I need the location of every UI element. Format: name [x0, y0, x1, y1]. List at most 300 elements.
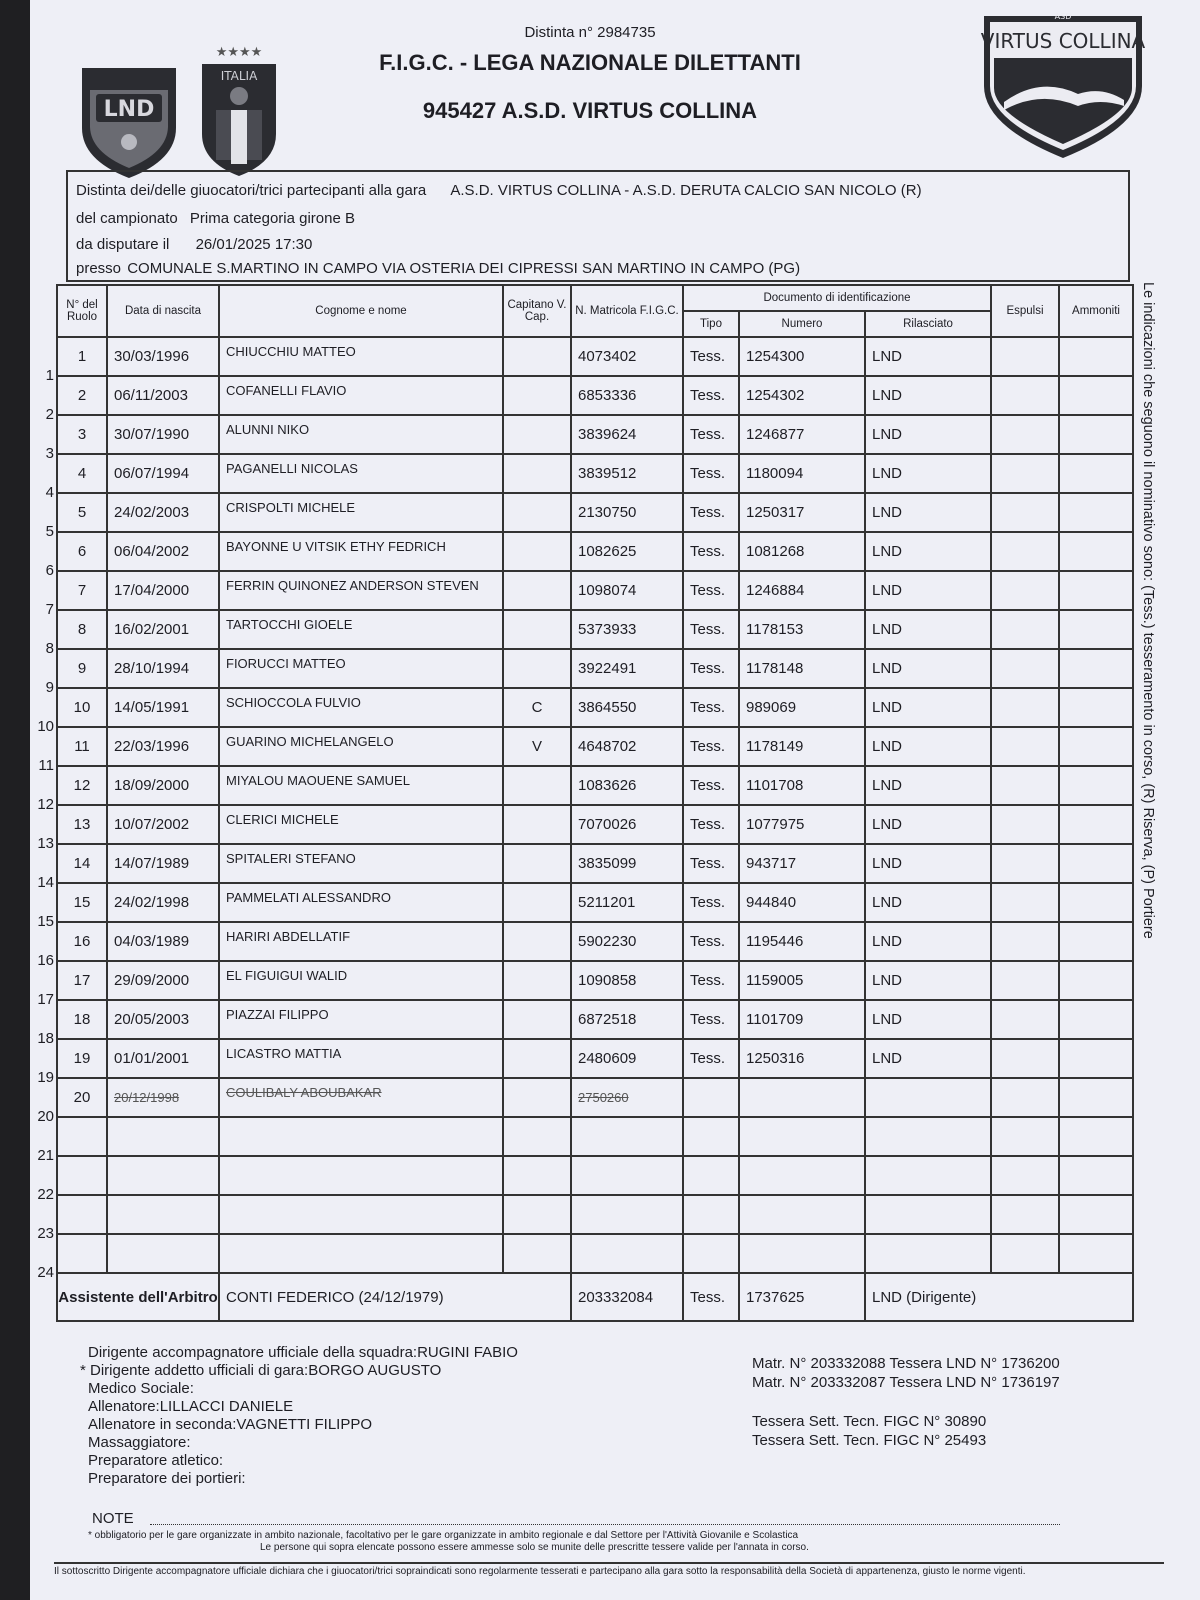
cell-rilasciato: LND — [865, 1000, 991, 1039]
cell-numero: 1101709 — [739, 1000, 865, 1039]
cell-rilasciato — [865, 1156, 991, 1195]
cell-espulsi — [991, 1234, 1059, 1273]
cell-captain — [503, 1234, 571, 1273]
row-number: 4 — [45, 484, 54, 501]
row-number: 16 — [37, 952, 54, 969]
cell-ruolo: 13 — [57, 805, 107, 844]
players-label: Distinta dei/delle giuocatori/trici partecipanti alla gara — [76, 182, 427, 199]
cell-birth: 29/09/2000 — [107, 961, 219, 1000]
cell-captain — [503, 376, 571, 415]
cell-rilasciato: LND — [865, 337, 991, 376]
cell-ruolo: 18 — [57, 1000, 107, 1039]
row-number: 11 — [38, 757, 54, 774]
col-tipo: Tipo — [683, 311, 739, 337]
cell-matricola: 3839624 — [571, 415, 683, 454]
cell-captain — [503, 1000, 571, 1039]
cell-numero — [739, 1234, 865, 1273]
table-row — [57, 1156, 1133, 1195]
cell-ammoniti — [1059, 688, 1133, 727]
row-number: 13 — [37, 835, 54, 852]
club-title: 945427 A.S.D. VIRTUS COLLINA — [422, 98, 758, 123]
cell-matricola: 3922491 — [571, 649, 683, 688]
col-documento: Documento di identificazione — [683, 285, 991, 311]
cell-birth — [107, 1117, 219, 1156]
cell-matricola: 1098074 — [571, 571, 683, 610]
cell-matricola: 6853336 — [571, 376, 683, 415]
staff-allenatore-seconda: Allenatore in seconda:VAGNETTI FILIPPO — [88, 1416, 373, 1433]
cell-rilasciato: LND — [865, 766, 991, 805]
side-note — [1140, 282, 1160, 1022]
table-row — [57, 1078, 1133, 1117]
row-number: 24 — [37, 1264, 54, 1281]
cell-espulsi — [991, 1078, 1059, 1117]
cell-ruolo: 2 — [57, 376, 107, 415]
cell-espulsi — [991, 649, 1059, 688]
cell-name: MIYALOU MAOUENE SAMUEL — [219, 766, 503, 805]
table-row — [57, 727, 1133, 766]
cell-ruolo: 17 — [57, 961, 107, 1000]
cell-numero: 1246877 — [739, 415, 865, 454]
assistant-rilasciato: LND (Dirigente) — [865, 1273, 1133, 1321]
club-logo-small-text: ASD — [1054, 12, 1072, 21]
cell-ammoniti — [1059, 376, 1133, 415]
table-row — [57, 883, 1133, 922]
cell-tipo: Tess. — [683, 766, 739, 805]
cell-birth: 01/01/2001 — [107, 1039, 219, 1078]
cell-numero: 1178148 — [739, 649, 865, 688]
table-row — [57, 610, 1133, 649]
footnote-dichiarazione: Il sottoscritto Dirigente accompagnatore ufficiale dichiara che i giuocatori/trici sopraindicati sono regolarmente tesserati e partecipano alla gara sotto la responsabilità della Società di appartenenza, giusto le norme vigenti. — [54, 1562, 1164, 1578]
cell-name: CRISPOLTI MICHELE — [219, 493, 503, 532]
cell-birth — [107, 1195, 219, 1234]
cell-rilasciato — [865, 1117, 991, 1156]
table-row — [57, 961, 1133, 1000]
cell-birth: 14/07/1989 — [107, 844, 219, 883]
cell-espulsi — [991, 376, 1059, 415]
cell-rilasciato: LND — [865, 454, 991, 493]
cell-espulsi — [991, 1039, 1059, 1078]
cell-rilasciato: LND — [865, 883, 991, 922]
cell-captain — [503, 1039, 571, 1078]
row-number: 6 — [45, 562, 54, 579]
cell-ruolo: 16 — [57, 922, 107, 961]
tessera-line: Tessera Sett. Tecn. FIGC N° 25493 — [752, 1432, 987, 1449]
cell-matricola: 7070026 — [571, 805, 683, 844]
cell-name: FERRIN QUINONEZ ANDERSON STEVEN — [219, 571, 503, 610]
cell-birth: 17/04/2000 — [107, 571, 219, 610]
venue-label: presso — [76, 260, 122, 277]
cell-captain — [503, 532, 571, 571]
cell-tipo — [683, 1156, 739, 1195]
match-info-box — [66, 170, 1130, 282]
cell-ruolo: 9 — [57, 649, 107, 688]
cell-espulsi — [991, 337, 1059, 376]
cell-name: COULIBALY ABOUBAKAR — [219, 1078, 503, 1117]
cell-birth: 20/05/2003 — [107, 1000, 219, 1039]
cell-ruolo — [57, 1156, 107, 1195]
cell-name: ALUNNI NIKO — [219, 415, 503, 454]
cell-espulsi — [991, 1117, 1059, 1156]
cell-ammoniti — [1059, 1000, 1133, 1039]
championship-value: Prima categoria girone B — [189, 210, 355, 227]
assistant-row — [57, 1273, 1133, 1321]
cell-captain — [503, 649, 571, 688]
cell-captain — [503, 766, 571, 805]
cell-captain — [503, 415, 571, 454]
cell-espulsi — [991, 415, 1059, 454]
matricola-line: Matr. N° 203332087 Tessera LND N° 1736197 — [752, 1374, 1060, 1391]
footnote-persone: Le persone qui sopra elencate possono essere ammesse solo se munite delle prescritte tessere valide per l'annata in corso. — [260, 1542, 809, 1553]
cell-captain — [503, 961, 571, 1000]
cell-name — [219, 1156, 503, 1195]
cell-name — [219, 1234, 503, 1273]
cell-tipo: Tess. — [683, 610, 739, 649]
row-number: 1 — [45, 367, 54, 384]
cell-tipo — [683, 1078, 739, 1117]
cell-birth: 30/07/1990 — [107, 415, 219, 454]
cell-name: BAYONNE U VITSIK ETHY FEDRICH — [219, 532, 503, 571]
side-note-text: Le indicazioni che seguono il nominativo sono: (Tess.) tesseramento in corso, (R) Riserva, (P) Portiere — [1140, 282, 1156, 939]
cell-captain — [503, 454, 571, 493]
table-row — [57, 571, 1133, 610]
cell-birth: 16/02/2001 — [107, 610, 219, 649]
cell-birth: 06/07/1994 — [107, 454, 219, 493]
cell-numero: 1081268 — [739, 532, 865, 571]
table-row — [57, 376, 1133, 415]
cell-espulsi — [991, 493, 1059, 532]
cell-name: PIAZZAI FILIPPO — [219, 1000, 503, 1039]
cell-espulsi — [991, 688, 1059, 727]
cell-captain — [503, 337, 571, 376]
row-number: 3 — [45, 445, 54, 462]
cell-numero: 943717 — [739, 844, 865, 883]
cell-ammoniti — [1059, 727, 1133, 766]
cell-tipo: Tess. — [683, 1000, 739, 1039]
row-number: 12 — [37, 796, 54, 813]
cell-numero: 1254302 — [739, 376, 865, 415]
cell-ammoniti — [1059, 454, 1133, 493]
col-ammoniti: Ammoniti — [1059, 285, 1133, 337]
cell-name: SPITALERI STEFANO — [219, 844, 503, 883]
tessere-list — [752, 1412, 986, 1450]
cell-rilasciato: LND — [865, 688, 991, 727]
cell-tipo: Tess. — [683, 415, 739, 454]
virtus-collina-logo — [980, 6, 1146, 160]
row-number: 20 — [37, 1108, 54, 1125]
row-number: 22 — [37, 1186, 54, 1203]
row-number: 21 — [37, 1147, 54, 1164]
cell-captain — [503, 1195, 571, 1234]
cell-tipo: Tess. — [683, 805, 739, 844]
cell-espulsi — [991, 532, 1059, 571]
org-title: F.I.G.C. - LEGA NAZIONALE DILETTANTI — [379, 50, 801, 75]
cell-ruolo — [57, 1234, 107, 1273]
lnd-logo-text: LND — [103, 97, 155, 122]
staff-allenatore: Allenatore:LILLACCI DANIELE — [88, 1398, 294, 1415]
row-number: 7 — [45, 601, 54, 618]
cell-ammoniti — [1059, 766, 1133, 805]
table-row — [57, 1000, 1133, 1039]
cell-name — [219, 1117, 503, 1156]
cell-espulsi — [991, 454, 1059, 493]
cell-matricola: 1082625 — [571, 532, 683, 571]
cell-ruolo: 7 — [57, 571, 107, 610]
date-row — [76, 236, 312, 253]
table-row — [57, 493, 1133, 532]
cell-matricola: 3864550 — [571, 688, 683, 727]
footnote-obbligatorio: * obbligatorio per le gare organizzate in ambito nazionale, facoltativo per le gare organizzate in ambito regionale e dal Settore per l'Attività Giovanile e Scolastica — [88, 1530, 799, 1541]
cell-ammoniti — [1059, 1039, 1133, 1078]
staff-massaggiatore: Massaggiatore: — [88, 1434, 191, 1451]
cell-tipo: Tess. — [683, 844, 739, 883]
col-matricola: N. Matricola F.I.G.C. — [571, 285, 683, 337]
table-row — [57, 454, 1133, 493]
row-number: 5 — [45, 523, 54, 540]
cell-espulsi — [991, 1156, 1059, 1195]
italia-logo-text: ITALIA — [220, 69, 258, 83]
table-row — [57, 805, 1133, 844]
note-label: NOTE — [92, 1510, 134, 1527]
cell-matricola: 5211201 — [571, 883, 683, 922]
cell-numero: 1246884 — [739, 571, 865, 610]
cell-ruolo: 12 — [57, 766, 107, 805]
cell-name: HARIRI ABDELLATIF — [219, 922, 503, 961]
cell-name: TARTOCCHI GIOELE — [219, 610, 503, 649]
cell-rilasciato: LND — [865, 649, 991, 688]
cell-ruolo: 10 — [57, 688, 107, 727]
date-value: 26/01/2025 17:30 — [195, 236, 313, 253]
cell-name: SCHIOCCOLA FULVIO — [219, 688, 503, 727]
cell-numero — [739, 1078, 865, 1117]
cell-captain — [503, 571, 571, 610]
cell-captain — [503, 883, 571, 922]
cell-ammoniti — [1059, 961, 1133, 1000]
cell-tipo: Tess. — [683, 454, 739, 493]
cell-rilasciato: LND — [865, 961, 991, 1000]
cell-ammoniti — [1059, 610, 1133, 649]
cell-ammoniti — [1059, 532, 1133, 571]
col-birth: Data di nascita — [107, 285, 219, 337]
cell-rilasciato — [865, 1195, 991, 1234]
cell-ammoniti — [1059, 1117, 1133, 1156]
cell-rilasciato: LND — [865, 376, 991, 415]
col-captain: Capitano V. Cap. — [503, 285, 571, 337]
cell-numero: 1159005 — [739, 961, 865, 1000]
cell-rilasciato: LND — [865, 610, 991, 649]
cell-tipo: Tess. — [683, 922, 739, 961]
cell-ammoniti — [1059, 337, 1133, 376]
cell-birth: 06/11/2003 — [107, 376, 219, 415]
cell-name: COFANELLI FLAVIO — [219, 376, 503, 415]
table-row — [57, 532, 1133, 571]
venue-value: COMUNALE S.MARTINO IN CAMPO VIA OSTERIA DEI CIPRESSI SAN MARTINO IN CAMPO (PG) — [127, 260, 801, 277]
cell-name: FIORUCCI MATTEO — [219, 649, 503, 688]
cell-name: PAMMELATI ALESSANDRO — [219, 883, 503, 922]
cell-ruolo: 15 — [57, 883, 107, 922]
cell-rilasciato: LND — [865, 415, 991, 454]
italia-logo — [196, 42, 282, 178]
cell-tipo: Tess. — [683, 376, 739, 415]
cell-tipo: Tess. — [683, 493, 739, 532]
cell-numero: 944840 — [739, 883, 865, 922]
cell-ruolo: 11 — [57, 727, 107, 766]
table-row — [57, 1234, 1133, 1273]
cell-matricola — [571, 1156, 683, 1195]
cell-tipo: Tess. — [683, 649, 739, 688]
assistant-tipo: Tess. — [683, 1273, 739, 1321]
staff-list — [80, 1344, 518, 1488]
col-rilasciato: Rilasciato — [865, 311, 991, 337]
venue-row — [76, 260, 800, 277]
cell-tipo: Tess. — [683, 1039, 739, 1078]
cell-ruolo: 3 — [57, 415, 107, 454]
cell-espulsi — [991, 571, 1059, 610]
cell-rilasciato — [865, 1078, 991, 1117]
cell-rilasciato: LND — [865, 571, 991, 610]
cell-espulsi — [991, 766, 1059, 805]
cell-numero: 1195446 — [739, 922, 865, 961]
table-row — [57, 415, 1133, 454]
cell-captain: C — [503, 688, 571, 727]
cell-ruolo: 5 — [57, 493, 107, 532]
cell-birth — [107, 1234, 219, 1273]
cell-captain — [503, 1117, 571, 1156]
cell-ruolo: 14 — [57, 844, 107, 883]
cell-name: LICASTRO MATTIA — [219, 1039, 503, 1078]
staff-preparatore-portieri: Preparatore dei portieri: — [88, 1470, 246, 1487]
cell-ruolo: 19 — [57, 1039, 107, 1078]
cell-tipo — [683, 1234, 739, 1273]
cell-ammoniti — [1059, 1234, 1133, 1273]
cell-birth: 10/07/2002 — [107, 805, 219, 844]
row-number: 14 — [37, 874, 54, 891]
cell-ruolo — [57, 1195, 107, 1234]
cell-matricola: 4073402 — [571, 337, 683, 376]
table-row — [57, 766, 1133, 805]
table-row — [57, 1117, 1133, 1156]
row-numbers — [32, 356, 54, 1292]
cell-name: CLERICI MICHELE — [219, 805, 503, 844]
cell-numero: 1101708 — [739, 766, 865, 805]
cell-name: EL FIGUIGUI WALID — [219, 961, 503, 1000]
cell-matricola: 4648702 — [571, 727, 683, 766]
cell-numero: 1250317 — [739, 493, 865, 532]
assistant-name: CONTI FEDERICO (24/12/1979) — [219, 1273, 571, 1321]
cell-birth: 06/04/2002 — [107, 532, 219, 571]
players-table — [56, 284, 1134, 1322]
cell-name: GUARINO MICHELANGELO — [219, 727, 503, 766]
cell-espulsi — [991, 844, 1059, 883]
cell-birth: 30/03/1996 — [107, 337, 219, 376]
cell-numero: 1254300 — [739, 337, 865, 376]
col-ruolo: N° del Ruolo — [57, 285, 107, 337]
cell-ammoniti — [1059, 649, 1133, 688]
cell-birth: 04/03/1989 — [107, 922, 219, 961]
cell-matricola: 3835099 — [571, 844, 683, 883]
cell-ammoniti — [1059, 493, 1133, 532]
cell-matricola: 5902230 — [571, 922, 683, 961]
stars-icon: ★★★★ — [215, 44, 263, 59]
cell-espulsi — [991, 727, 1059, 766]
cell-ammoniti — [1059, 571, 1133, 610]
cell-numero: 1180094 — [739, 454, 865, 493]
cell-birth — [107, 1156, 219, 1195]
cell-birth: 22/03/1996 — [107, 727, 219, 766]
cell-rilasciato: LND — [865, 922, 991, 961]
cell-ruolo: 6 — [57, 532, 107, 571]
distinta-number: Distinta n° 2984735 — [524, 24, 656, 41]
cell-espulsi — [991, 805, 1059, 844]
cell-numero — [739, 1195, 865, 1234]
cell-tipo: Tess. — [683, 688, 739, 727]
cell-numero — [739, 1117, 865, 1156]
cell-numero: 1178153 — [739, 610, 865, 649]
cell-matricola: 2750260 — [571, 1078, 683, 1117]
cell-matricola: 1083626 — [571, 766, 683, 805]
cell-ruolo — [57, 1117, 107, 1156]
cell-captain: V — [503, 727, 571, 766]
cell-birth: 28/10/1994 — [107, 649, 219, 688]
cell-ammoniti — [1059, 922, 1133, 961]
cell-tipo — [683, 1117, 739, 1156]
assistant-label: Assistente dell'Arbitro — [57, 1273, 219, 1321]
cell-numero: 1250316 — [739, 1039, 865, 1078]
cell-rilasciato: LND — [865, 805, 991, 844]
col-numero: Numero — [739, 311, 865, 337]
cell-name: CHIUCCHIU MATTEO — [219, 337, 503, 376]
cell-captain — [503, 610, 571, 649]
cell-matricola: 2130750 — [571, 493, 683, 532]
cell-birth: 20/12/1998 — [107, 1078, 219, 1117]
cell-rilasciato: LND — [865, 844, 991, 883]
cell-captain — [503, 1078, 571, 1117]
cell-espulsi — [991, 961, 1059, 1000]
cell-numero: 989069 — [739, 688, 865, 727]
cell-espulsi — [991, 1195, 1059, 1234]
cell-captain — [503, 844, 571, 883]
note-line — [150, 1524, 1060, 1525]
lnd-logo — [78, 62, 180, 180]
cell-ammoniti — [1059, 1156, 1133, 1195]
cell-ammoniti — [1059, 1195, 1133, 1234]
cell-numero: 1178149 — [739, 727, 865, 766]
championship-label: del campionato — [76, 210, 178, 227]
club-logo-text: VIRTUS COLLINA — [980, 29, 1146, 53]
cell-birth: 18/09/2000 — [107, 766, 219, 805]
cell-name: PAGANELLI NICOLAS — [219, 454, 503, 493]
cell-matricola: 2480609 — [571, 1039, 683, 1078]
row-number: 8 — [45, 640, 54, 657]
table-row — [57, 1195, 1133, 1234]
cell-tipo: Tess. — [683, 883, 739, 922]
cell-matricola — [571, 1195, 683, 1234]
staff-preparatore-atletico: Preparatore atletico: — [88, 1452, 224, 1469]
cell-espulsi — [991, 1000, 1059, 1039]
staff-accompagnatore: Dirigente accompagnatore ufficiale della squadra:RUGINI FABIO — [88, 1344, 518, 1361]
cell-espulsi — [991, 883, 1059, 922]
row-number: 15 — [37, 913, 54, 930]
tessera-line: Tessera Sett. Tecn. FIGC N° 30890 — [752, 1413, 987, 1430]
table-row — [57, 922, 1133, 961]
cell-tipo: Tess. — [683, 727, 739, 766]
row-number: 17 — [37, 991, 54, 1008]
cell-rilasciato: LND — [865, 493, 991, 532]
table-row — [57, 337, 1133, 376]
table-row — [57, 1039, 1133, 1078]
matricola-list — [752, 1354, 1060, 1392]
staff-medico: Medico Sociale: — [88, 1380, 194, 1397]
cell-birth: 24/02/2003 — [107, 493, 219, 532]
